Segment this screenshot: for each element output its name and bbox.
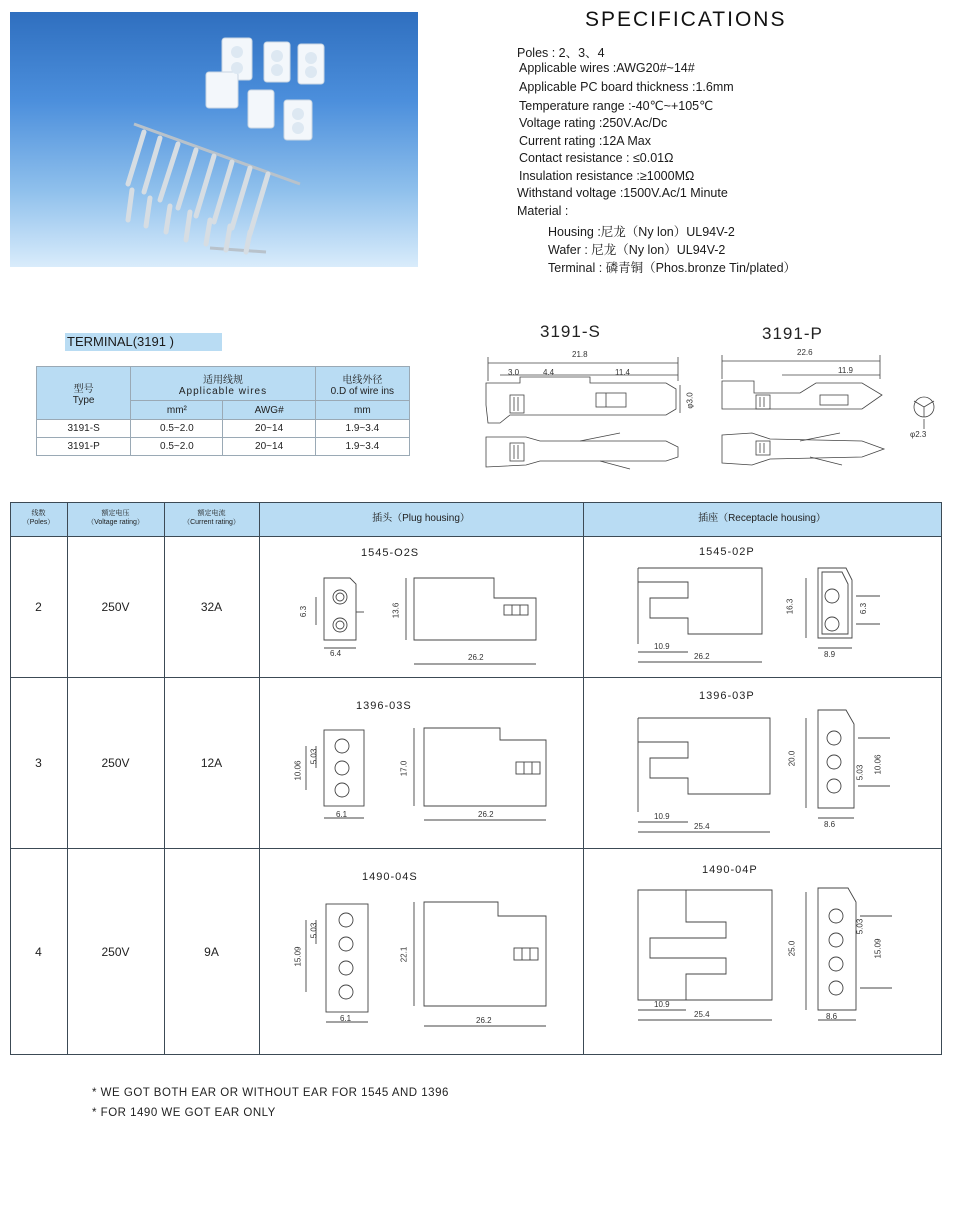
- receptacle-model-1396: 1396-03P: [699, 690, 755, 702]
- spec-withstand-voltage: Withstand voltage :1500V.Ac/1 Minute: [517, 186, 728, 200]
- awg-header: AWG#: [223, 401, 315, 420]
- drawing-3191p-title: 3191-P: [762, 324, 823, 343]
- current-value: 32A: [200, 600, 223, 614]
- dim-1545p-a: 10.9: [654, 642, 670, 651]
- spec-material: Material :: [517, 204, 569, 218]
- poles-header-cn: 线数: [31, 510, 46, 518]
- table-row: [37, 420, 410, 438]
- dim-3191p-a: 11.9: [838, 366, 853, 375]
- od-header-cn: 电线外径: [342, 374, 383, 386]
- terminal-od: 1.9~3.4: [315, 438, 409, 456]
- dim-1396p-span: 10.06: [873, 754, 883, 775]
- dim-1396p-length: 25.4: [694, 822, 710, 831]
- dim-1545p-width: 8.9: [824, 650, 836, 659]
- dim-1490s-width: 6.1: [340, 1014, 352, 1023]
- dim-1545s-length: 26.2: [468, 653, 484, 662]
- type-header-cn: 型号: [73, 384, 94, 395]
- terminal-title: TERMINAL(3191 ): [65, 333, 222, 351]
- dim-1545p-pitch: 6.3: [859, 602, 869, 615]
- dim-3191s-diameter: φ3.0: [685, 392, 695, 409]
- current-header-en: （Current rating）: [183, 519, 240, 526]
- dim-3191p-total: 22.6: [797, 348, 813, 357]
- spec-poles: Poles : 2、3、4: [517, 46, 605, 60]
- terminal-awg: 20~14: [223, 438, 315, 456]
- spec-voltage: Voltage rating :250V.Ac/Dc: [519, 116, 668, 130]
- terminal-type: 3191-S: [37, 420, 131, 438]
- wires-header-cn: 适用线规: [202, 374, 243, 386]
- dim-1396p-width: 8.6: [824, 820, 836, 829]
- voltage-value: 250V: [101, 944, 130, 959]
- type-header-en: Type: [72, 395, 95, 406]
- current-value: 9A: [204, 944, 219, 959]
- table-row: [37, 438, 410, 456]
- terminal-mm2: 0.5~2.0: [131, 420, 223, 438]
- terminal-type-header: [37, 367, 131, 420]
- spec-material-wafer: Wafer : 尼龙（Ny lon）UL94V-2: [548, 243, 726, 257]
- note-ear-1545-1396: * WE GOT BOTH EAR OR WITHOUT EAR FOR 1545 AND 1396: [92, 1087, 449, 1099]
- od-header-en: 0.D of wire ins: [330, 385, 395, 397]
- dim-1545p-height: 16.3: [785, 598, 795, 615]
- receptacle-housing-header: 插座（Receptacle housing）: [698, 512, 826, 524]
- receptacle-model-1545: 1545-02P: [699, 546, 755, 558]
- specifications-title: SPECIFICATIONS: [585, 8, 787, 31]
- dim-1396s-length: 26.2: [478, 810, 494, 819]
- dim-3191s-b: 4.4: [543, 368, 555, 377]
- dim-1490p-length: 25.4: [694, 1010, 710, 1019]
- dim-1490s-height: 22.1: [399, 946, 409, 963]
- terminal-mm2: 0.5~2.0: [131, 438, 223, 456]
- voltage-value: 250V: [101, 600, 130, 614]
- plug-model-1490: 1490-04S: [362, 871, 418, 883]
- plug-model-1545: 1545-O2S: [361, 547, 420, 559]
- voltage-value: 250V: [101, 756, 130, 770]
- dim-1490p-width: 8.6: [826, 1012, 838, 1021]
- terminal-table: [36, 366, 410, 456]
- voltage-header-cn: 额定电压: [101, 510, 130, 518]
- product-photo-illustration: [10, 12, 418, 267]
- terminal-od: 1.9~3.4: [315, 420, 409, 438]
- poles-value: 4: [35, 944, 42, 959]
- spec-contact-resistance: Contact resistance : ≤0.01Ω: [519, 151, 674, 165]
- dim-3191s-a: 3.0: [508, 368, 520, 377]
- dim-1490p-a: 10.9: [654, 1000, 670, 1009]
- current-value: 12A: [200, 756, 223, 770]
- terminal-drawings: [470, 345, 950, 480]
- mm2-header: mm²: [131, 401, 223, 420]
- dim-1396p-height: 20.0: [787, 750, 797, 767]
- poles-header-en: （Poles）: [22, 519, 55, 526]
- receptacle-model-1490: 1490-04P: [702, 864, 758, 876]
- spec-temperature: Temperature range :-40℃~+105℃: [519, 99, 714, 113]
- dim-1396s-span: 10.06: [293, 760, 303, 781]
- terminal-od-header: [315, 367, 409, 401]
- terminal-wires-header: [131, 367, 315, 401]
- terminal-type: 3191-P: [37, 438, 131, 456]
- product-photo: [10, 12, 418, 267]
- drawing-3191s-title: 3191-S: [540, 322, 601, 341]
- wires-header-en: Applicable wires: [178, 385, 268, 397]
- dim-1490p-pitch: 5.03: [855, 918, 865, 935]
- dim-3191s-c: 11.4: [615, 368, 630, 377]
- dim-3191s-total: 21.8: [572, 350, 588, 359]
- dim-3191p-diameter: φ2.3: [910, 430, 927, 439]
- spec-applicable-wires: Applicable wires :AWG20#~14#: [519, 61, 695, 75]
- voltage-header-en: （Voltage rating）: [87, 519, 144, 526]
- dim-1396p-pitch: 5.03: [855, 764, 865, 781]
- dim-1545p-length: 26.2: [694, 652, 710, 661]
- spec-pcb-thickness: Applicable PC board thickness :1.6mm: [519, 80, 734, 94]
- plug-housing-header: 插头（Plug housing）: [372, 512, 470, 524]
- housing-drawings: [10, 502, 942, 1055]
- dim-1490p-height: 25.0: [787, 940, 797, 957]
- current-header-cn: 额定电流: [197, 510, 226, 518]
- dim-1396s-width: 6.1: [336, 810, 348, 819]
- spec-material-terminal: Terminal : 磷青铜（Phos.bronze Tin/plated）: [548, 261, 797, 275]
- dim-1545s-pitch: 6.3: [299, 605, 309, 618]
- connector-table: [10, 502, 942, 1055]
- spec-material-housing: Housing :尼龙（Ny lon）UL94V-2: [548, 225, 735, 239]
- spec-current: Current rating :12A Max: [519, 134, 652, 148]
- dim-1396s-pitch: 5.03: [309, 748, 319, 765]
- dim-1396s-height: 17.0: [399, 760, 409, 777]
- poles-value: 3: [35, 756, 42, 770]
- note-ear-1490: * FOR 1490 WE GOT EAR ONLY: [92, 1107, 276, 1119]
- dim-1490s-span: 15.09: [293, 946, 303, 967]
- spec-insulation-resistance: Insulation resistance :≥1000MΩ: [519, 169, 695, 183]
- dim-1396p-a: 10.9: [654, 812, 670, 821]
- dim-1490s-length: 26.2: [476, 1016, 492, 1025]
- mm-header: mm: [315, 401, 409, 420]
- dim-1490s-pitch: 5.03: [309, 922, 319, 939]
- dim-1545s-height: 13.6: [391, 602, 401, 619]
- plug-model-1396: 1396-03S: [356, 700, 412, 712]
- poles-value: 2: [35, 600, 42, 614]
- terminal-awg: 20~14: [223, 420, 315, 438]
- dim-1545s-width: 6.4: [330, 649, 342, 658]
- dim-1490p-span: 15.09: [873, 938, 883, 959]
